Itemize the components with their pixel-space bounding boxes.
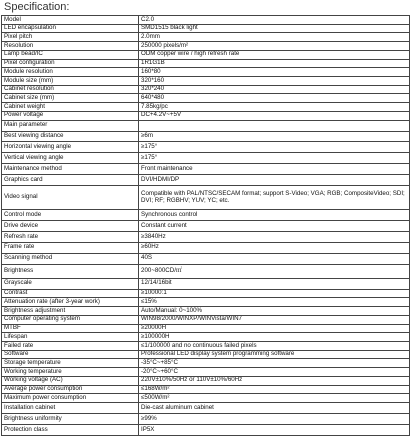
spec-value: Synchronous control [139,210,410,221]
spec-label: Cabinet size (mm) [2,94,139,103]
spec-label: Average power consumption [2,385,139,394]
table-row [2,341,410,350]
table-row [2,394,410,403]
table-row [2,77,410,86]
table-row [2,153,410,164]
spec-label: Module resolution [2,68,139,77]
spec-value: 320*160 [139,77,410,86]
table-row [2,68,410,77]
spec-label: Scanning method [2,253,139,264]
spec-value: SMD1515 black light [139,24,410,33]
spec-value: ≥175° [139,153,410,164]
spec-label: LED encapsulation [2,24,139,33]
table-row [2,413,410,424]
spec-value: ≥10000:1 [139,289,410,298]
table-row [2,103,410,112]
spec-value: ≤168W/m² [139,385,410,394]
table-row [2,242,410,253]
spec-label: Software [2,350,139,359]
spec-value: ≥60Hz [139,242,410,253]
spec-label: Brightness adjustment [2,307,139,316]
spec-value: Constant current [139,220,410,231]
spec-value: 12/14/16bit [139,278,410,289]
table-row [2,324,410,333]
spec-value: DC+4.2V~+5V [139,111,410,120]
spec-label: Installation cabinet [2,403,139,414]
spec-label: Attenuation rate (after 3-year work) [2,298,139,307]
table-row [2,186,410,210]
page-title: Specification: [4,1,70,13]
spec-value: ≥99% [139,413,410,424]
table-row [2,264,410,278]
table-row [2,307,410,316]
spec-label: Protection class [2,424,139,435]
spec-value: 220V±10%/50Hz or 110V±10%/60Hz [139,376,410,385]
spec-label: Lamp bead/IC [2,50,139,59]
table-row [2,220,410,231]
spec-value: 40S [139,253,410,264]
spec-label: Maintenance method [2,164,139,175]
spec-label: Horizontal viewing angle [2,142,139,153]
spec-label: Power voltage [2,111,139,120]
table-row [2,333,410,342]
spec-label: Control mode [2,210,139,221]
spec-value: ≥6m [139,131,410,142]
spec-value: -35°C~+85°C [139,359,410,368]
spec-value: IP5X [139,424,410,435]
table-row [2,289,410,298]
table-row [2,376,410,385]
spec-value: ODM copper wire / high refresh rate [139,50,410,59]
specification-table [1,15,410,436]
spec-value: ≥100000H [139,333,410,342]
spec-label: Cabinet weight [2,103,139,112]
spec-label: Vertical viewing angle [2,153,139,164]
table-row [2,50,410,59]
spec-value: 320*240 [139,85,410,94]
table-row [2,85,410,94]
specification-table-body [2,16,410,436]
spec-value: -20°C~+60°C [139,368,410,377]
spec-value: Die-cast aluminum cabinet [139,403,410,414]
table-row [2,24,410,33]
spec-value: ≥175° [139,142,410,153]
spec-value: 640*480 [139,94,410,103]
spec-value: 160*80 [139,68,410,77]
spec-value: 7.85kg/pc [139,103,410,112]
table-row [2,385,410,394]
table-row [2,253,410,264]
spec-label: Pixel pitch [2,33,139,42]
spec-value: ≤500W/m² [139,394,410,403]
spec-label: Working temperature [2,368,139,377]
spec-value: Compatible with PAL/NTSC/SECAM format; support S-Video; VGA; RGB; CompositeVideo; SDI; DVI; RF; RGBHV; YUV; YC; etc. [139,186,410,210]
spec-label: Frame rate [2,242,139,253]
spec-value: ≥20000H [139,324,410,333]
spec-label: Grayscale [2,278,139,289]
spec-label: Resolution [2,42,139,51]
spec-label: Refresh rate [2,231,139,242]
table-row [2,175,410,186]
spec-label: Graphics card [2,175,139,186]
spec-label: Maximum power consumption [2,394,139,403]
spec-value: 2.0mm [139,33,410,42]
spec-value: 1R1G1B [139,59,410,68]
spec-label: Lifespan [2,333,139,342]
table-row [2,278,410,289]
spec-value: Auto/Manual: 0~100% [139,307,410,316]
spec-label: Pixel configuration [2,59,139,68]
spec-value: 200~800CD/㎡ [139,264,410,278]
spec-value: ≥3840Hz [139,231,410,242]
table-row [2,164,410,175]
spec-value: 250000 pixels/m² [139,42,410,51]
spec-value: ≤1/100000 and no continuous failed pixels [139,341,410,350]
table-row [2,33,410,42]
spec-value: DVI/HDMI/DP [139,175,410,186]
spec-value [139,120,410,131]
spec-value: Front maintenance [139,164,410,175]
table-row [2,298,410,307]
table-row [2,424,410,435]
table-row [2,231,410,242]
spec-label: Working voltage (AC) [2,376,139,385]
spec-value: Professional LED display system programming software [139,350,410,359]
spec-label: Brightness [2,264,139,278]
table-row [2,210,410,221]
spec-label: Module size (mm) [2,77,139,86]
table-row [2,350,410,359]
table-row [2,59,410,68]
table-row [2,16,410,25]
spec-value: C2.0 [139,16,410,25]
spec-label: MTBF [2,324,139,333]
table-row [2,42,410,51]
table-row [2,315,410,324]
spec-label: Cabinet resolution [2,85,139,94]
spec-label: Drive device [2,220,139,231]
spec-label: Main parameter [2,120,139,131]
table-row [2,131,410,142]
table-row [2,94,410,103]
table-row [2,359,410,368]
table-row [2,142,410,153]
table-row [2,120,410,131]
spec-label: Model [2,16,139,25]
spec-label: Storage temperature [2,359,139,368]
table-row [2,403,410,414]
spec-value: ≤15% [139,298,410,307]
table-row [2,111,410,120]
spec-label: Best viewing distance [2,131,139,142]
spec-value: WIN98/2000/WINXP/WINVista/WIN7 [139,315,410,324]
spec-label: Failed rate [2,341,139,350]
spec-label: Computer operating system [2,315,139,324]
spec-label: Brightness uniformity [2,413,139,424]
spec-label: Video signal [2,186,139,210]
spec-label: Contrast [2,289,139,298]
table-row [2,368,410,377]
